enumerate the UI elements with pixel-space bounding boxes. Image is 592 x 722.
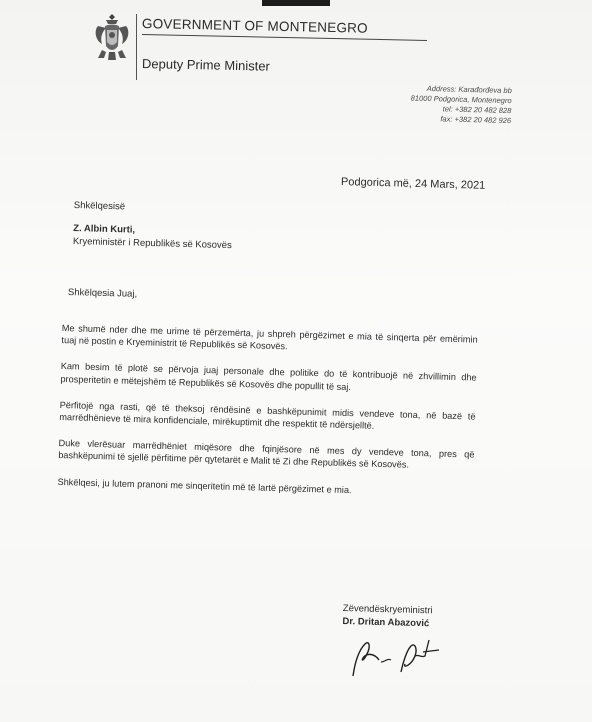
recipient-name: Z. Albin Kurti,: [73, 222, 136, 236]
signer-name: Dr. Dritan Abazović: [342, 615, 430, 630]
header-divider: [136, 14, 137, 80]
office-name: Deputy Prime Minister: [141, 56, 271, 74]
handwritten-signature: [345, 632, 465, 680]
coat-of-arms-icon: [92, 10, 132, 64]
government-underline: [142, 34, 427, 41]
recipient-block: [73, 199, 233, 252]
scan-edge-mark: [262, 0, 330, 6]
signer-title: Zëvendëskryeministri: [342, 602, 433, 617]
address-line: Address: Karađorđeva bb: [426, 83, 512, 96]
body-paragraph: Me shumë nder dhe me urime të përzemërta, ju shpreh përgëzimet e mia të sinqerta për emërimin tuaj në postin e Kryeministrit të Republikës së Kosovës.: [61, 322, 478, 352]
letter-body: [57, 322, 478, 513]
recipient-position: Kryeministër i Republikës së Kosovës: [72, 235, 232, 252]
letterhead: [92, 8, 368, 78]
address-line: tel: +382 20 482 828: [442, 104, 512, 116]
signature-block: [342, 602, 432, 630]
body-paragraph: Kam besim të plotë se përvoja juaj personale dhe politike do të kontribuojë në zhvillimin dhe prosperitetin e mëtejshëm të Republikës së Kosovës dhe popullit të saj.: [60, 361, 477, 392]
government-name: GOVERNMENT OF MONTENEGRO: [141, 16, 368, 36]
address-block: [391, 83, 512, 126]
closing-line: Shkëlqesi, ju lutem pranoni me sinqeritetin më të lartë përgëzimet e mia.: [57, 476, 352, 495]
address-line: 81000 Podgorica, Montenegro: [410, 93, 512, 106]
dateline: Podgorica më, 24 Mars, 2021: [340, 176, 486, 192]
body-paragraph: Përfitojë nga rasti, që të theksoj rëndësinë e bashkëpunimit midis vendeve tona, në bazë të marrëdhënieve të mira konfidenciale, mirëkuptimit dhe respektit të ndërsjelltë.: [59, 399, 476, 431]
address-line: fax: +382 20 482 926: [440, 114, 512, 126]
recipient-title: Shkëlqesisë: [73, 199, 126, 213]
body-paragraph: Duke vlerësuar marrëdhëniet miqësore dhe fqinjësore në mes dy vendeve tona, pres që bashkëpunimi të sjellë përfitime për qytetarët e Malit të Zi dhe Republikës së Kosovës.: [58, 438, 475, 471]
greeting: Shkëlqesia Juaj,: [67, 287, 138, 300]
